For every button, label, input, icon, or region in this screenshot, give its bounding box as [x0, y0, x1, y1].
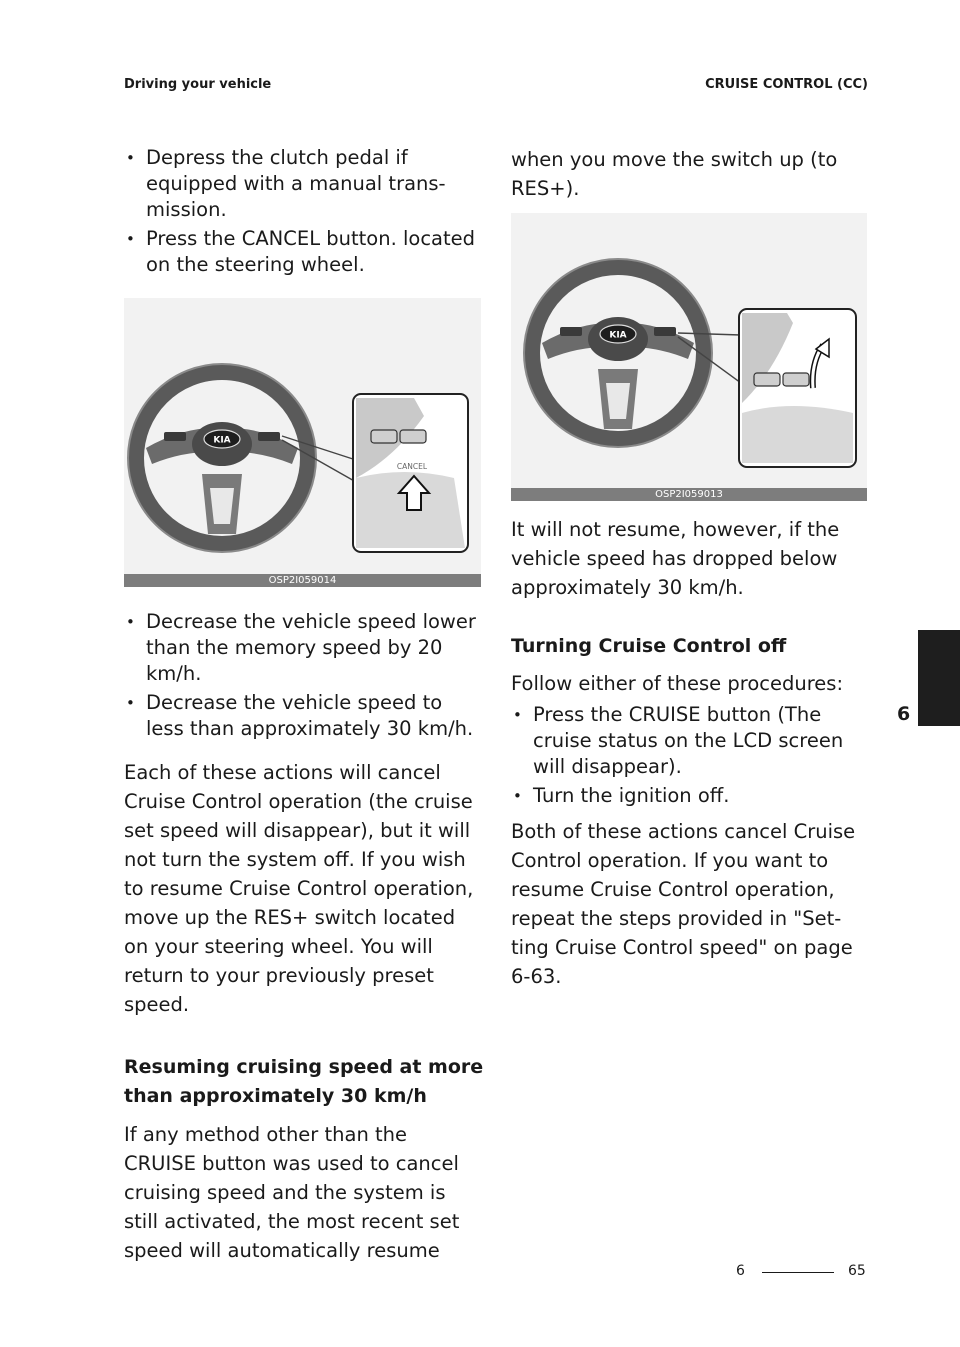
- list-item: • Depress the clutch pedal if equipped with a manual trans-mission.: [124, 145, 484, 223]
- figure-caption: OSP2I059014: [124, 574, 481, 587]
- section-heading: Resuming cruising speed at more than approximately 30 km/h: [124, 1056, 484, 1107]
- body-paragraph: Both of these actions cancel Cruise Control operation. If you want to resume Cruise Control operation, repeat the steps provided in "Set-ting Cruise Control speed" on page 6-63.: [511, 820, 856, 988]
- list-item: • Turn the ignition off.: [511, 783, 869, 809]
- body-paragraph: It will not resume, however, if the vehicle speed has dropped below approximately 30 km/h.: [511, 518, 840, 599]
- footer-chapter-number: 6: [736, 1263, 745, 1279]
- chapter-tab: [918, 630, 960, 726]
- right-column: [511, 145, 869, 991]
- list-item: • Decrease the vehicle speed lower than the memory speed by 20 km/h.: [124, 609, 484, 687]
- turn-off-methods-list: [511, 702, 869, 809]
- list-item: • Press the CRUISE button (The cruise status on the LCD screen will disappear).: [511, 702, 869, 780]
- body-paragraph: If any method other than the CRUISE button was used to cancel cruising speed and the system is still activated, the most recent set speed will automatically resume: [124, 1123, 460, 1262]
- section-heading: Turning Cruise Control off: [511, 635, 787, 657]
- left-column: [124, 145, 484, 1265]
- cancel-button-label: CANCEL: [396, 462, 428, 471]
- footer-divider: [762, 1272, 834, 1273]
- steering-wheel-illustration: [511, 213, 867, 501]
- cancel-methods-list-b: [124, 609, 484, 742]
- list-item: • Press the CANCEL button. located on the steering wheel.: [124, 226, 484, 278]
- running-header-topic: CRUISE CONTROL (CC): [705, 77, 868, 92]
- wheel-logo: KIA: [609, 330, 627, 341]
- body-paragraph: when you move the switch up (to RES+).: [511, 148, 838, 200]
- chapter-tab-number: 6: [897, 703, 911, 725]
- cancel-methods-list-a: [124, 145, 484, 278]
- wheel-logo: KIA: [213, 435, 231, 446]
- steering-wheel-illustration: [124, 298, 481, 587]
- body-paragraph: Each of these actions will cancel Cruise Control operation (the cruise set speed will disappear), but it will not turn the system off. If you wish to resume Cruise Control operation, move up the RES+ switch located on your steering wheel. You will return to your previously preset speed.: [124, 761, 474, 1016]
- figure-cancel-button: [124, 298, 481, 587]
- figure-res-switch: [511, 213, 867, 501]
- running-header-section: Driving your vehicle: [124, 77, 272, 92]
- body-paragraph: Follow either of these procedures:: [511, 672, 844, 695]
- list-item: • Decrease the vehicle speed to less than approximately 30 km/h.: [124, 690, 484, 742]
- figure-caption: OSP2I059013: [511, 488, 867, 501]
- page-number: 65: [848, 1263, 866, 1279]
